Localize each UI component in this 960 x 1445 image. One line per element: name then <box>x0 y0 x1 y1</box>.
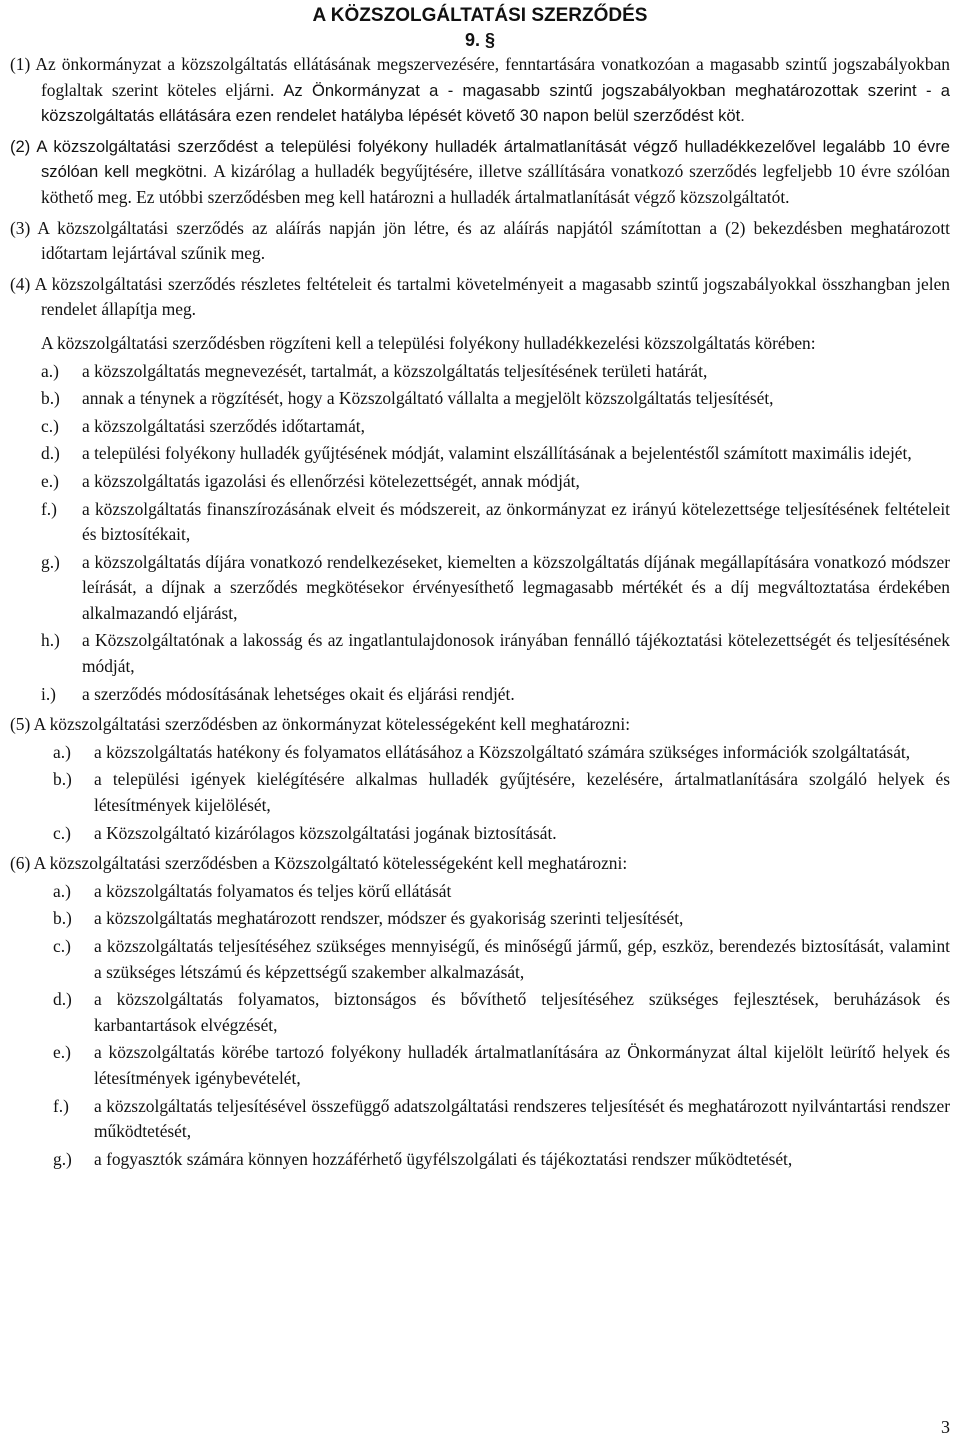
list-item-text: a közszolgáltatás teljesítésével összefüggő adatszolgáltatási rendszeres teljesítését és meghatározott nyilvántartási rendszer működtetését, <box>94 1095 950 1142</box>
list-item <box>10 987 950 1038</box>
list-item <box>10 821 950 847</box>
list-item-text: annak a ténynek a rögzítését, hogy a Közszolgáltató vállalta a megjelölt közszolgáltatás teljesítését, <box>82 388 774 409</box>
list-item <box>10 767 950 818</box>
list-item-text: a közszolgáltatás folyamatos, biztonságos és bővíthető teljesítéséhez szükséges fejlesztések, beruházások és karbantartások elvégzését, <box>94 989 950 1035</box>
list-item-text: a Közszolgáltatónak a lakosság és az ingatlantulajdonosok irányában fennálló tájékoztatási kötelezettségét és teljesítésének módját, <box>82 630 950 677</box>
list-item-label: i.) <box>41 683 56 704</box>
paragraph-1-text: (1) Az önkormányzat a közszolgáltatás ellátásának megszervezésére, fenntartására vonatkozóan a magasabb szintű jogszabályokban foglaltak szerint köteles eljárni. <box>10 54 950 100</box>
list-item <box>10 628 950 679</box>
list-item-label: g.) <box>41 551 60 572</box>
list-item-label: a.) <box>41 360 59 381</box>
list-item-text: a fogyasztók számára könnyen hozzáférhető ügyfélszolgálati és tájékoztatási rendszer működtetését, <box>94 1148 793 1169</box>
list-item <box>10 497 950 548</box>
list-item <box>10 414 950 440</box>
list-item <box>10 1040 950 1091</box>
list-item-label: f.) <box>53 1095 69 1116</box>
paragraph-2 <box>10 134 950 211</box>
list-item <box>10 1147 950 1173</box>
list-item-label: b.) <box>53 769 72 790</box>
list-item-text: a települési folyékony hulladék gyűjtésének módját, valamint elszállításának a bejelentéstől számított maximális idejét, <box>82 443 912 464</box>
list-item-text: a települési igények kielégítésére alkalmas hulladék gyűjtésére, kezelésére, ártalmatlanítására szolgáló helyek és létesítmények kijelölését, <box>94 769 950 816</box>
list-item-text: a közszolgáltatás megnevezését, tartalmát, a közszolgáltatás teljesítésének területi határát, <box>82 360 708 381</box>
list-item-label: f.) <box>41 498 57 519</box>
list-item-text: a közszolgáltatás igazolási és ellenőrzési kötelezettségét, annak módját, <box>82 470 580 491</box>
municipality-duties-list <box>10 740 950 846</box>
list-item <box>10 906 950 932</box>
list-item <box>10 934 950 985</box>
paragraph-6: (6) A közszolgáltatási szerződésben a Közszolgáltató kötelességeként kell meghatározni: <box>10 853 628 874</box>
paragraph-5: (5) A közszolgáltatási szerződésben az önkormányzat kötelességeként kell meghatározni: <box>10 714 631 735</box>
list-item <box>10 550 950 627</box>
section-number: 9. § <box>464 30 496 50</box>
list-item-label: c.) <box>41 415 59 436</box>
list-item <box>10 1094 950 1145</box>
list-item <box>10 386 950 412</box>
paragraph-4: (4) A közszolgáltatási szerződés részletes feltételeit és tartalmi követelményeit a magasabb szintű jogszabályokkal összhangban jelen rendelet állapítja meg. <box>10 273 950 320</box>
page-number: 3 <box>941 1417 950 1438</box>
list-item <box>10 740 950 766</box>
list-item-label: c.) <box>53 936 71 956</box>
paragraph-2-tail: A kizárólag a hulladék begyűjtésére, illetve szállítására vonatkozó szerződés legfeljebb 10 évre szólóan köthető meg. Ez utóbbi szerződésben meg kell határozni a hulladék ártalmatlanítását végző közszolgáltatót. <box>41 161 950 207</box>
contract-content-list <box>10 359 950 708</box>
document-page <box>10 0 950 1172</box>
paragraph-2-text: (2) A közszolgáltatási szerződést a települési folyékony hulladék ártalmatlanítását végző hulladékkezelővel legalább 10 évre szólóan kell megkötni. <box>10 136 950 182</box>
list-item-label: g.) <box>53 1148 72 1169</box>
list-item-text: a közszolgáltatás hatékony és folyamatos ellátásához a Közszolgáltató számára szükséges információk szolgáltatását, <box>94 741 911 762</box>
list-item-label: a.) <box>53 880 71 901</box>
paragraph-1-tail: Az Önkormányzat a - magasabb szintű jogszabályokban meghatározottak szerint - a közszolgáltatás ellátására ezen rendelet hatályba lépését követő 30 napon belül szerződést köt. <box>41 80 950 126</box>
list-item-label: c.) <box>53 822 71 843</box>
list-item-text: a közszolgáltatás folyamatos és teljes körű ellátását <box>94 880 452 901</box>
list-item-text: a közszolgáltatás finanszírozásának elveit és módszereit, az önkormányzat ez irányú kötelezettsége teljesítésének feltételeit és biztosítékait, <box>82 498 950 545</box>
list-item <box>10 441 950 467</box>
list-item-text: a közszolgáltatási szerződés időtartamát, <box>82 415 365 436</box>
list-item <box>10 469 950 495</box>
list-item-label: d.) <box>41 443 60 464</box>
list-item <box>10 682 950 708</box>
list-item-label: e.) <box>41 470 59 491</box>
list-item-label: a.) <box>53 741 71 762</box>
provider-duties-list <box>10 879 950 1173</box>
list-item-label: h.) <box>41 630 60 651</box>
list-item-text: a közszolgáltatás teljesítéséhez szükséges mennyiségű, és minőségű jármű, gép, eszköz, berendezés biztosítását, valamint a szükséges létszámú és képzettségű szakember alkalmazását, <box>94 936 950 982</box>
list-item-text: a Közszolgáltató kizárólagos közszolgáltatási jogának biztosítását. <box>94 822 557 843</box>
list-item-text: a közszolgáltatás körébe tartozó folyékony hulladék ártalmatlanítására az Önkormányzat által kijelölt leürítő helyek és létesítmények igénybevételét, <box>94 1042 950 1088</box>
paragraph-3: (3) A közszolgáltatási szerződés az aláírás napján jön létre, és az aláírás napjától számítottan a (2) bekezdésben meghatározott időtartam lejártával szűnik meg. <box>10 217 950 264</box>
list-item-label: b.) <box>53 908 72 929</box>
list-item-text: a közszolgáltatás díjára vonatkozó rendelkezéseket, kiemelten a közszolgáltatás díjának megállapítására vonatkozó módszer leírását, a díjnak a szerződés megkötésekor érvényesíthető legmagasabb mértékét és a díj megváltoztatása érdekében alkalmazandó eljárást, <box>82 551 950 623</box>
list-item-label: b.) <box>41 388 60 409</box>
document-title: A KÖZSZOLGÁLTATÁSI SZERZŐDÉS <box>312 5 648 26</box>
paragraph-1 <box>10 52 950 129</box>
list-item <box>10 359 950 385</box>
list-item-label: d.) <box>53 989 72 1010</box>
list-item-text: a szerződés módosításának lehetséges okait és eljárási rendjét. <box>82 683 515 704</box>
list-item <box>10 879 950 905</box>
list-item-text: a közszolgáltatás meghatározott rendszer, módszer és gyakoriság szerinti teljesítését, <box>94 908 684 929</box>
contract-content-intro: A közszolgáltatási szerződésben rögzíteni kell a települési folyékony hulladékkezelési közszolgáltatás körében: <box>41 332 816 353</box>
list-item-label: e.) <box>53 1042 71 1063</box>
